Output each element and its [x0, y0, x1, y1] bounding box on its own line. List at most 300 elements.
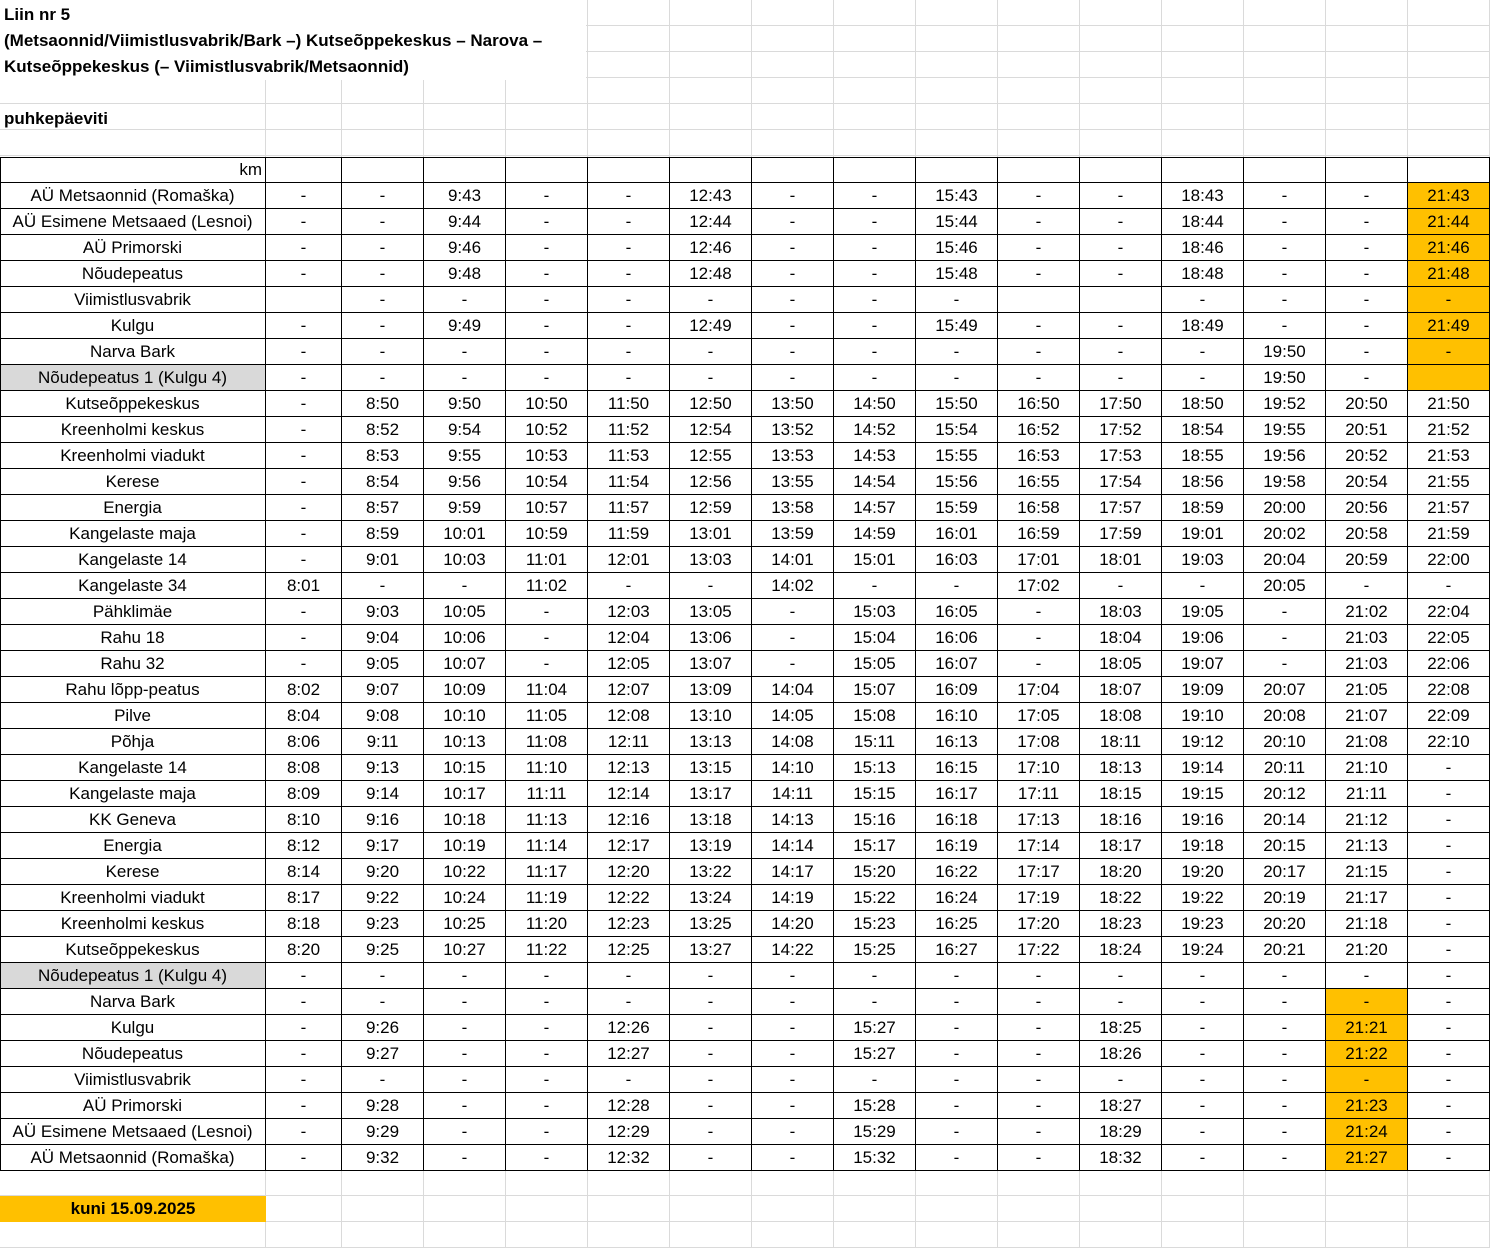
departure-time: 14:59 — [834, 521, 916, 547]
departure-time: 15:08 — [834, 703, 916, 729]
grid-cell — [752, 52, 834, 78]
departure-time: 21:43 — [1408, 183, 1490, 209]
departure-time: 9:17 — [342, 833, 424, 859]
departure-time: 22:04 — [1408, 599, 1490, 625]
departure-time: 15:07 — [834, 677, 916, 703]
departure-time: - — [266, 339, 342, 365]
departure-time: - — [998, 1015, 1080, 1041]
trip-header-cell — [834, 157, 916, 183]
departure-time: - — [1080, 963, 1162, 989]
departure-time: - — [424, 1093, 506, 1119]
departure-time: 10:09 — [424, 677, 506, 703]
departure-time: 21:20 — [1326, 937, 1408, 963]
departure-time: - — [998, 235, 1080, 261]
departure-time: - — [834, 287, 916, 313]
departure-time: 11:59 — [588, 521, 670, 547]
departure-time: 9:20 — [342, 859, 424, 885]
grid-cell — [1326, 78, 1408, 104]
departure-time: 10:15 — [424, 755, 506, 781]
departure-time: 9:44 — [424, 209, 506, 235]
departure-time: - — [670, 1119, 752, 1145]
stop-name: Kangelaste 14 — [0, 547, 266, 573]
departure-time: 10:03 — [424, 547, 506, 573]
departure-time: 8:04 — [266, 703, 342, 729]
grid-cell — [752, 78, 834, 104]
grid-cell — [998, 26, 1080, 52]
departure-time: - — [1326, 235, 1408, 261]
departure-time: - — [424, 989, 506, 1015]
departure-time: 17:13 — [998, 807, 1080, 833]
departure-time: 15:55 — [916, 443, 998, 469]
departure-time: 14:52 — [834, 417, 916, 443]
departure-time: - — [1162, 287, 1244, 313]
departure-time: 19:09 — [1162, 677, 1244, 703]
grid-cell — [424, 1222, 506, 1248]
departure-time: 12:01 — [588, 547, 670, 573]
grid-cell — [1162, 130, 1244, 156]
departure-time: - — [266, 1093, 342, 1119]
departure-time: 19:18 — [1162, 833, 1244, 859]
departure-time: 18:17 — [1080, 833, 1162, 859]
departure-time: - — [1244, 1015, 1326, 1041]
departure-time: 22:08 — [1408, 677, 1490, 703]
departure-time: - — [1080, 209, 1162, 235]
departure-time: 21:46 — [1408, 235, 1490, 261]
grid-cell — [998, 0, 1080, 26]
departure-time: - — [266, 313, 342, 339]
trip-header-cell — [670, 157, 752, 183]
departure-time: 9:55 — [424, 443, 506, 469]
departure-time: 19:50 — [1244, 339, 1326, 365]
departure-time: 12:11 — [588, 729, 670, 755]
departure-time: - — [1408, 963, 1490, 989]
departure-time: 13:25 — [670, 911, 752, 937]
departure-time: 11:02 — [506, 573, 588, 599]
departure-time: - — [1244, 651, 1326, 677]
grid-cell — [752, 1222, 834, 1248]
departure-time: 22:09 — [1408, 703, 1490, 729]
stop-name: AÜ Metsaonnid (Romaška) — [0, 183, 266, 209]
grid-cell — [998, 52, 1080, 78]
departure-time: - — [752, 365, 834, 391]
departure-time: 10:24 — [424, 885, 506, 911]
departure-time: - — [916, 1145, 998, 1171]
departure-time: - — [588, 261, 670, 287]
departure-time: 8:53 — [342, 443, 424, 469]
departure-time: - — [752, 599, 834, 625]
departure-time: - — [266, 521, 342, 547]
grid-cell — [1244, 26, 1326, 52]
departure-time: 15:44 — [916, 209, 998, 235]
departure-time: - — [266, 183, 342, 209]
departure-time: 15:11 — [834, 729, 916, 755]
departure-time: 17:05 — [998, 703, 1080, 729]
grid-cell — [1162, 0, 1244, 26]
departure-time: 12:23 — [588, 911, 670, 937]
departure-time: 15:56 — [916, 469, 998, 495]
departure-time: 8:10 — [266, 807, 342, 833]
departure-time: 15:22 — [834, 885, 916, 911]
departure-time: - — [1244, 313, 1326, 339]
departure-time: - — [1162, 1015, 1244, 1041]
departure-time: 15:15 — [834, 781, 916, 807]
departure-time: - — [266, 469, 342, 495]
departure-time: 8:14 — [266, 859, 342, 885]
departure-time: 18:44 — [1162, 209, 1244, 235]
departure-time: - — [916, 1119, 998, 1145]
departure-time: - — [1244, 963, 1326, 989]
grid-cell — [916, 104, 998, 130]
departure-time: - — [588, 1067, 670, 1093]
grid-cell — [1244, 52, 1326, 78]
departure-time: 18:22 — [1080, 885, 1162, 911]
departure-time: 8:17 — [266, 885, 342, 911]
grid-cell — [1162, 78, 1244, 104]
departure-time: - — [998, 989, 1080, 1015]
trip-header-cell — [266, 157, 342, 183]
grid-cell — [1080, 0, 1162, 26]
departure-time: 18:56 — [1162, 469, 1244, 495]
departure-time: 14:05 — [752, 703, 834, 729]
departure-time: 9:27 — [342, 1041, 424, 1067]
grid-cell — [834, 52, 916, 78]
grid-cell — [1244, 130, 1326, 156]
grid-cell — [834, 130, 916, 156]
departure-time: - — [506, 963, 588, 989]
departure-time: 19:50 — [1244, 365, 1326, 391]
departure-time: - — [916, 1015, 998, 1041]
departure-time: 11:05 — [506, 703, 588, 729]
stop-name: Rahu 18 — [0, 625, 266, 651]
stop-name: Energia — [0, 833, 266, 859]
departure-time: 20:50 — [1326, 391, 1408, 417]
departure-time: 15:43 — [916, 183, 998, 209]
departure-time: - — [506, 989, 588, 1015]
departure-time: 18:08 — [1080, 703, 1162, 729]
departure-time: - — [1408, 833, 1490, 859]
validity-note: kuni 15.09.2025 — [0, 1196, 266, 1222]
grid-cell — [1326, 130, 1408, 156]
departure-time: - — [1326, 573, 1408, 599]
trip-header-cell — [342, 157, 424, 183]
departure-time: 20:21 — [1244, 937, 1326, 963]
grid-cell — [916, 0, 998, 26]
departure-time: 9:46 — [424, 235, 506, 261]
departure-time: - — [1162, 365, 1244, 391]
departure-time: - — [1162, 339, 1244, 365]
route-number: Liin nr 5 — [4, 5, 71, 24]
grid-cell — [506, 1196, 588, 1222]
departure-time: 15:05 — [834, 651, 916, 677]
grid-cell — [1408, 104, 1490, 130]
grid-cell — [998, 1222, 1080, 1248]
departure-time: 9:05 — [342, 651, 424, 677]
departure-time: 8:20 — [266, 937, 342, 963]
departure-time: 14:13 — [752, 807, 834, 833]
departure-time: - — [506, 1119, 588, 1145]
grid-cell — [1080, 104, 1162, 130]
departure-time: - — [1326, 261, 1408, 287]
departure-time: 8:59 — [342, 521, 424, 547]
departure-time: 18:29 — [1080, 1119, 1162, 1145]
grid-cell — [1326, 26, 1408, 52]
departure-time: 15:16 — [834, 807, 916, 833]
departure-time: 10:50 — [506, 391, 588, 417]
departure-time: 21:07 — [1326, 703, 1408, 729]
departure-time: - — [1408, 1093, 1490, 1119]
departure-time: - — [998, 963, 1080, 989]
departure-time: 14:57 — [834, 495, 916, 521]
departure-time: 10:25 — [424, 911, 506, 937]
grid-cell — [1326, 52, 1408, 78]
departure-time: - — [834, 989, 916, 1015]
departure-time: 18:25 — [1080, 1015, 1162, 1041]
departure-time: 18:24 — [1080, 937, 1162, 963]
departure-time: - — [752, 339, 834, 365]
departure-time: 18:43 — [1162, 183, 1244, 209]
grid-cell — [266, 1196, 342, 1222]
departure-time: 19:01 — [1162, 521, 1244, 547]
departure-time — [1408, 365, 1490, 391]
trip-header-cell — [1326, 157, 1408, 183]
departure-time: 20:02 — [1244, 521, 1326, 547]
departure-time: 13:27 — [670, 937, 752, 963]
departure-time: 14:20 — [752, 911, 834, 937]
departure-time: 21:05 — [1326, 677, 1408, 703]
grid-cell — [1326, 0, 1408, 26]
departure-time: 10:05 — [424, 599, 506, 625]
departure-time: - — [1326, 989, 1408, 1015]
departure-time: - — [1408, 287, 1490, 313]
departure-time: 16:19 — [916, 833, 998, 859]
departure-time: - — [506, 261, 588, 287]
departure-time: 10:10 — [424, 703, 506, 729]
departure-time: - — [998, 183, 1080, 209]
departure-time: 16:18 — [916, 807, 998, 833]
departure-time: 12:04 — [588, 625, 670, 651]
departure-time: 11:52 — [588, 417, 670, 443]
departure-time: 16:55 — [998, 469, 1080, 495]
grid-cell — [998, 130, 1080, 156]
departure-time: 10:22 — [424, 859, 506, 885]
stop-name: Kreenholmi keskus — [0, 911, 266, 937]
departure-time: 21:21 — [1326, 1015, 1408, 1041]
departure-time: 11:54 — [588, 469, 670, 495]
stop-name: AÜ Primorski — [0, 1093, 266, 1119]
departure-time: 14:22 — [752, 937, 834, 963]
departure-time: - — [1244, 235, 1326, 261]
grid-cell — [342, 1222, 424, 1248]
departure-time: - — [266, 1015, 342, 1041]
grid-cell — [1326, 1222, 1408, 1248]
departure-time: 22:05 — [1408, 625, 1490, 651]
departure-time: 17:14 — [998, 833, 1080, 859]
departure-time: 16:58 — [998, 495, 1080, 521]
departure-time: 9:07 — [342, 677, 424, 703]
departure-time: - — [424, 1015, 506, 1041]
departure-time: 20:04 — [1244, 547, 1326, 573]
departure-time: 9:49 — [424, 313, 506, 339]
departure-time: 18:59 — [1162, 495, 1244, 521]
departure-time: - — [670, 1015, 752, 1041]
departure-time: - — [752, 989, 834, 1015]
departure-time: 8:57 — [342, 495, 424, 521]
departure-time: 16:25 — [916, 911, 998, 937]
departure-time: 9:01 — [342, 547, 424, 573]
departure-time: 16:50 — [998, 391, 1080, 417]
grid-cell — [506, 1170, 588, 1196]
departure-time: - — [506, 1093, 588, 1119]
departure-time: 13:55 — [752, 469, 834, 495]
grid-cell — [834, 1196, 916, 1222]
departure-time: 12:26 — [588, 1015, 670, 1041]
departure-time: - — [1162, 573, 1244, 599]
departure-time: 9:28 — [342, 1093, 424, 1119]
departure-time: - — [342, 235, 424, 261]
departure-time: 9:50 — [424, 391, 506, 417]
departure-time: - — [266, 963, 342, 989]
departure-time: 15:48 — [916, 261, 998, 287]
departure-time: - — [506, 183, 588, 209]
departure-time: 21:15 — [1326, 859, 1408, 885]
departure-time: 8:18 — [266, 911, 342, 937]
departure-time: - — [588, 573, 670, 599]
departure-time: 11:22 — [506, 937, 588, 963]
departure-time: 9:11 — [342, 729, 424, 755]
departure-time: - — [342, 365, 424, 391]
departure-time: 20:00 — [1244, 495, 1326, 521]
grid-cell — [916, 130, 998, 156]
grid-cell — [342, 1170, 424, 1196]
departure-time: - — [916, 365, 998, 391]
departure-time: - — [998, 313, 1080, 339]
departure-time: - — [752, 1015, 834, 1041]
departure-time: 12:28 — [588, 1093, 670, 1119]
grid-cell — [1080, 78, 1162, 104]
grid-cell — [670, 52, 752, 78]
departure-time: 15:20 — [834, 859, 916, 885]
stop-name: Kreenholmi viadukt — [0, 443, 266, 469]
departure-time: - — [1162, 1067, 1244, 1093]
departure-time: 22:06 — [1408, 651, 1490, 677]
departure-time: 17:11 — [998, 781, 1080, 807]
grid-cell — [670, 1196, 752, 1222]
departure-time: - — [834, 365, 916, 391]
departure-time: - — [588, 235, 670, 261]
departure-time: 8:50 — [342, 391, 424, 417]
departure-time: 13:15 — [670, 755, 752, 781]
departure-time: 20:17 — [1244, 859, 1326, 885]
departure-time: 8:02 — [266, 677, 342, 703]
grid-cell — [998, 78, 1080, 104]
departure-time: 19:12 — [1162, 729, 1244, 755]
departure-time: 19:10 — [1162, 703, 1244, 729]
grid-cell — [1162, 26, 1244, 52]
departure-time: - — [266, 365, 342, 391]
departure-time: - — [670, 365, 752, 391]
departure-time: - — [916, 287, 998, 313]
departure-time: 17:10 — [998, 755, 1080, 781]
departure-time: 17:01 — [998, 547, 1080, 573]
departure-time: - — [1162, 1093, 1244, 1119]
departure-time: 18:48 — [1162, 261, 1244, 287]
grid-cell — [1326, 1170, 1408, 1196]
departure-time: - — [1162, 989, 1244, 1015]
departure-time: 19:05 — [1162, 599, 1244, 625]
departure-time: 17:52 — [1080, 417, 1162, 443]
grid-cell — [670, 78, 752, 104]
departure-time: 21:49 — [1408, 313, 1490, 339]
departure-time: - — [266, 235, 342, 261]
departure-time: 20:51 — [1326, 417, 1408, 443]
departure-time: 19:16 — [1162, 807, 1244, 833]
departure-time: 12:48 — [670, 261, 752, 287]
stop-name: Kulgu — [0, 1015, 266, 1041]
departure-time: 18:55 — [1162, 443, 1244, 469]
departure-time: - — [998, 1093, 1080, 1119]
departure-time: - — [1326, 365, 1408, 391]
departure-time: - — [342, 963, 424, 989]
departure-time: 11:20 — [506, 911, 588, 937]
grid-cell — [1244, 78, 1326, 104]
departure-time: - — [834, 183, 916, 209]
grid-cell — [266, 130, 342, 156]
departure-time: 18:49 — [1162, 313, 1244, 339]
trip-header-cell — [752, 157, 834, 183]
departure-time: 18:27 — [1080, 1093, 1162, 1119]
departure-time: - — [998, 1119, 1080, 1145]
stop-name: Narva Bark — [0, 989, 266, 1015]
departure-time: 20:07 — [1244, 677, 1326, 703]
departure-time: 14:04 — [752, 677, 834, 703]
departure-time: 9:14 — [342, 781, 424, 807]
departure-time: - — [998, 651, 1080, 677]
grid-cell — [834, 0, 916, 26]
departure-time: - — [1244, 1041, 1326, 1067]
departure-time: 20:19 — [1244, 885, 1326, 911]
departure-time: - — [1080, 261, 1162, 287]
departure-time: - — [1408, 937, 1490, 963]
departure-time: 9:16 — [342, 807, 424, 833]
grid-cell — [1326, 1196, 1408, 1222]
departure-time: 19:14 — [1162, 755, 1244, 781]
grid-cell — [670, 104, 752, 130]
departure-time: 21:55 — [1408, 469, 1490, 495]
departure-time: - — [342, 989, 424, 1015]
departure-time — [1080, 287, 1162, 313]
departure-time: 18:54 — [1162, 417, 1244, 443]
departure-time: - — [998, 365, 1080, 391]
departure-time: 21:13 — [1326, 833, 1408, 859]
departure-time: 20:20 — [1244, 911, 1326, 937]
departure-time: 21:59 — [1408, 521, 1490, 547]
departure-time: 18:20 — [1080, 859, 1162, 885]
departure-time — [998, 287, 1080, 313]
departure-time: 13:01 — [670, 521, 752, 547]
grid-cell — [424, 130, 506, 156]
departure-time: - — [342, 339, 424, 365]
departure-time: 8:08 — [266, 755, 342, 781]
departure-time: 17:22 — [998, 937, 1080, 963]
departure-time: - — [998, 209, 1080, 235]
departure-time: 21:27 — [1326, 1145, 1408, 1171]
departure-time: - — [998, 261, 1080, 287]
departure-time: 14:50 — [834, 391, 916, 417]
departure-time: - — [266, 989, 342, 1015]
departure-time: 12:08 — [588, 703, 670, 729]
departure-time: 9:59 — [424, 495, 506, 521]
departure-time: 12:54 — [670, 417, 752, 443]
